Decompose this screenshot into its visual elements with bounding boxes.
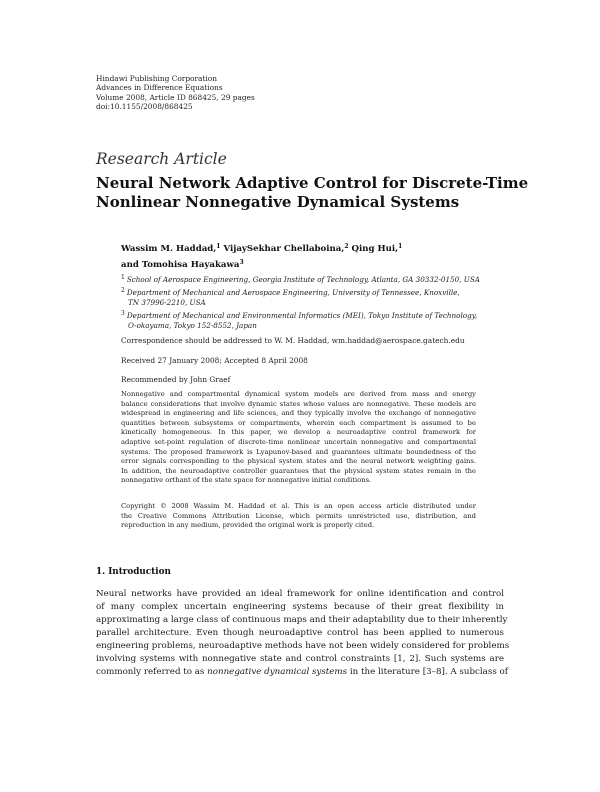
body-line: engineering problems, neuroadaptive methods have not been widely considered for problems bbox=[96, 641, 510, 651]
body-line: approximating a large class of continuous maps and their adaptability due to their inherently bbox=[96, 615, 508, 625]
section-title: Introduction bbox=[108, 567, 171, 577]
publication-info bbox=[96, 74, 255, 111]
abstract-line: nonnegative orthant of the state space for nonnegative initial conditions. bbox=[121, 476, 372, 485]
introduction-text bbox=[96, 588, 510, 679]
title-line: Neural Network Adaptive Control for Discrete-Time bbox=[96, 174, 529, 192]
section-heading bbox=[96, 567, 171, 577]
received-date: Received 27 January 2008; Accepted 8 April 2008 bbox=[121, 356, 308, 365]
author-name: Qing Hui, bbox=[351, 244, 399, 254]
emphasized-term: nonnegative dynamical systems bbox=[207, 667, 348, 677]
abstract-line: systems. The proposed framework is Lyapunov-based and guarantees ultimate boundedness of the bbox=[121, 447, 476, 456]
body-text-segment: commonly referred to as bbox=[96, 667, 208, 677]
affiliation-text: School of Aerospace Engineering, Georgia Institute of Technology, Atlanta, GA 30332-0150, USA bbox=[126, 275, 480, 284]
section-number: 1. bbox=[96, 567, 106, 577]
affiliation-text: Department of Mechanical and Environmental Informatics (MEI), Tokyo Institute of Technology, bbox=[126, 310, 478, 320]
affiliation-marker: 1 bbox=[121, 274, 125, 281]
volume-info: Volume 2008, Article ID 868425, 29 pages bbox=[96, 92, 255, 102]
body-line: of many complex uncertain engineering systems because of their great flexibility in bbox=[96, 602, 504, 612]
journal-name: Advances in Difference Equations bbox=[96, 83, 223, 93]
author-affil-marker: 3 bbox=[239, 259, 244, 266]
author-line bbox=[121, 256, 501, 272]
copyright-line: the Creative Commons Attribution License, which permits unrestricted use, distribution, and bbox=[121, 511, 476, 520]
affiliations bbox=[121, 273, 491, 332]
author-name: VijaySekhar Chellaboina, bbox=[223, 244, 345, 254]
copyright-line: Copyright © 2008 Wassim M. Haddad et al. This is an open access article distributed under bbox=[121, 502, 476, 510]
abstract-line: In addition, the neuroadaptive controller guarantees that the physical system states remain in the bbox=[121, 466, 476, 475]
publisher: Hindawi Publishing Corporation bbox=[96, 74, 217, 83]
correspondence: Correspondence should be addressed to W. M. Haddad, wm.haddad@aerospace.gatech.edu bbox=[121, 336, 465, 345]
affiliation-marker: 2 bbox=[121, 286, 125, 294]
body-line bbox=[96, 666, 508, 679]
body-line: involving systems with nonnegative state and control constraints [1, 2]. Such systems are bbox=[96, 654, 504, 664]
abstract-line: widespread in engineering and life sciences, and they typically involve the exchange of nonnegative bbox=[121, 409, 476, 418]
copyright-notice bbox=[121, 502, 476, 531]
doi[interactable]: doi:10.1155/2008/868425 bbox=[96, 101, 193, 111]
article-type: Research Article bbox=[96, 150, 227, 168]
abstract-line: quantities between subsystems or compartments, wherein each compartment is assumed to be bbox=[121, 418, 476, 427]
paper-title bbox=[96, 174, 536, 212]
abstract-line: kinetically homogeneous. In this paper, we develop a neuroadaptive control framework for bbox=[121, 428, 476, 437]
author-name: Wassim M. Haddad, bbox=[121, 244, 217, 254]
affiliation-item bbox=[121, 273, 491, 286]
author-affil-marker: 2 bbox=[344, 243, 349, 250]
abstract-line: adaptive set-point regulation of discrete-time nonlinear uncertain nonnegative and compartmental bbox=[121, 437, 476, 446]
author-affil-marker: 1 bbox=[216, 243, 221, 250]
abstract-line: balance considerations that involve dynamic states whose values are nonnegative. These models are bbox=[121, 399, 476, 408]
copyright-line: reproduction in any medium, provided the original work is properly cited. bbox=[121, 521, 375, 530]
affiliation-item bbox=[121, 309, 491, 322]
affiliation-item bbox=[121, 286, 491, 299]
author-name: and Tomohisa Hayakawa bbox=[121, 260, 240, 270]
affiliation-marker: 3 bbox=[121, 309, 125, 317]
abstract-line: Nonnegative and compartmental dynamical system models are derived from mass and energy bbox=[121, 390, 476, 398]
author-line bbox=[121, 240, 501, 256]
body-text-segment: in the literature [3–8]. A subclass of bbox=[347, 667, 508, 677]
abstract bbox=[121, 390, 476, 486]
recommended-by: Recommended by John Graef bbox=[121, 375, 231, 384]
abstract-line: error signals corresponding to the physical system states and the neural network weighting gains. bbox=[121, 457, 476, 466]
affiliation-continuation: TN 37996-2210, USA bbox=[128, 298, 206, 307]
body-line: parallel architecture. Even though neuroadaptive control has been applied to numerous bbox=[96, 628, 504, 638]
author-affil-marker: 1 bbox=[398, 243, 403, 250]
body-line: Neural networks have provided an ideal framework for online identification and control bbox=[96, 589, 504, 599]
title-line: Nonlinear Nonnegative Dynamical Systems bbox=[96, 193, 460, 211]
author-list bbox=[121, 240, 501, 272]
affiliation-continuation: O-okayama, Tokyo 152-8552, Japan bbox=[128, 321, 257, 330]
affiliation-text: Department of Mechanical and Aerospace Engineering, University of Tennessee, Knoxville, bbox=[126, 287, 460, 297]
